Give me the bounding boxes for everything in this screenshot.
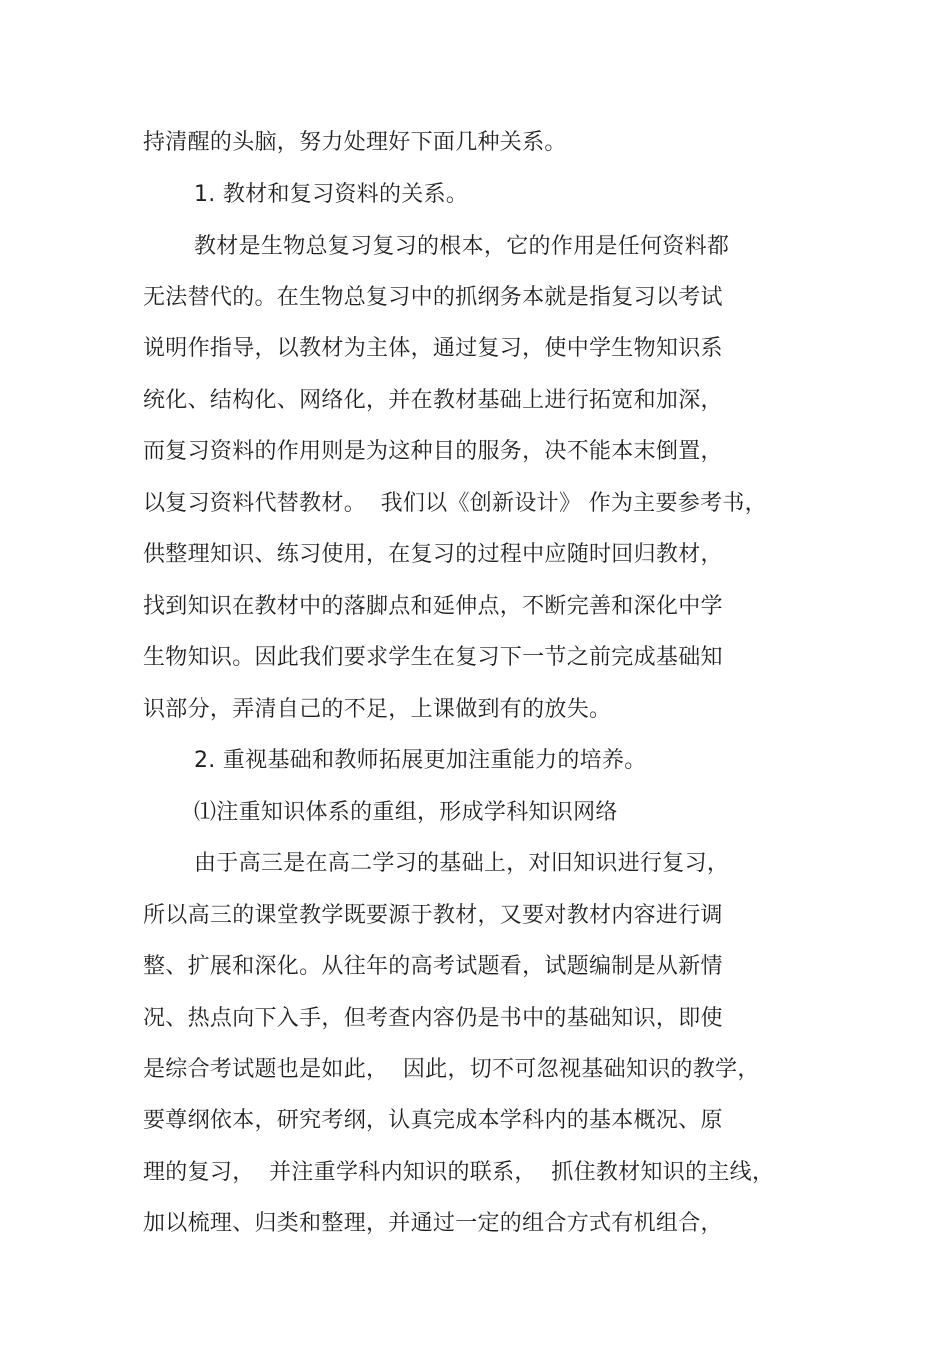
text-line: 找到知识在教材中的落脚点和延伸点，不断完善和深化中学 [143,594,723,619]
text-line: 生物知识。因此我们要求学生在复习下一节之前完成基础知 [143,645,723,670]
text-line: 是综合考试题也是如此， 因此，切不可忽视基础知识的教学， [143,1057,760,1082]
text-line: 而复习资料的作用则是为这种目的服务，决不能本末倒置， [143,439,723,464]
text-line: 识部分，弄清自己的不足，上课做到有的放失。 [143,697,612,722]
text-line: 教材是生物总复习复习的根本，它的作用是任何资料都 [194,234,730,259]
text-line: 统化、结构化、网络化，并在教材基础上进行拓宽和加深， [143,388,723,413]
numbered-heading: 1. 教材和复习资料的关系。 [194,182,469,207]
text-line: 说明作指导，以教材为主体，通过复习，使中学生物知识系 [143,336,723,361]
text-line: 以复习资料代替教材。 我们以《创新设计》 作为主要参考书， [143,491,767,516]
text-line: 整、扩展和深化。从往年的高考试题看，试题编制是从新情 [143,954,723,979]
text-line: 持清醒的头脑，努力处理好下面几种关系。 [143,130,567,155]
text-line: 所以高三的课堂教学既要源于教材，又要对教材内容进行调 [143,903,723,928]
text-line: 供整理知识、练习使用，在复习的过程中应随时回归教材， [143,542,723,567]
text-line: 由于高三是在高二学习的基础上，对旧知识进行复习， [194,851,730,876]
text-line: 理的复习， 并注重学科内知识的联系， 抓住教材知识的主线， [143,1160,775,1185]
sub-heading: ⑴注重知识体系的重组，形成学科知识网络 [194,800,618,825]
text-line: 加以梳理、归类和整理，并通过一定的组合方式有机组合， [143,1211,723,1236]
numbered-heading: 2. 重视基础和教师拓展更加注重能力的培养。 [194,748,647,773]
text-line: 无法替代的。在生物总复习中的抓纲务本就是指复习以考试 [143,285,723,310]
text-line: 要尊纲依本，研究考纲，认真完成本学科内的基本概况、原 [143,1108,723,1133]
text-line: 况、热点向下入手，但考查内容仍是书中的基础知识，即使 [143,1006,723,1031]
